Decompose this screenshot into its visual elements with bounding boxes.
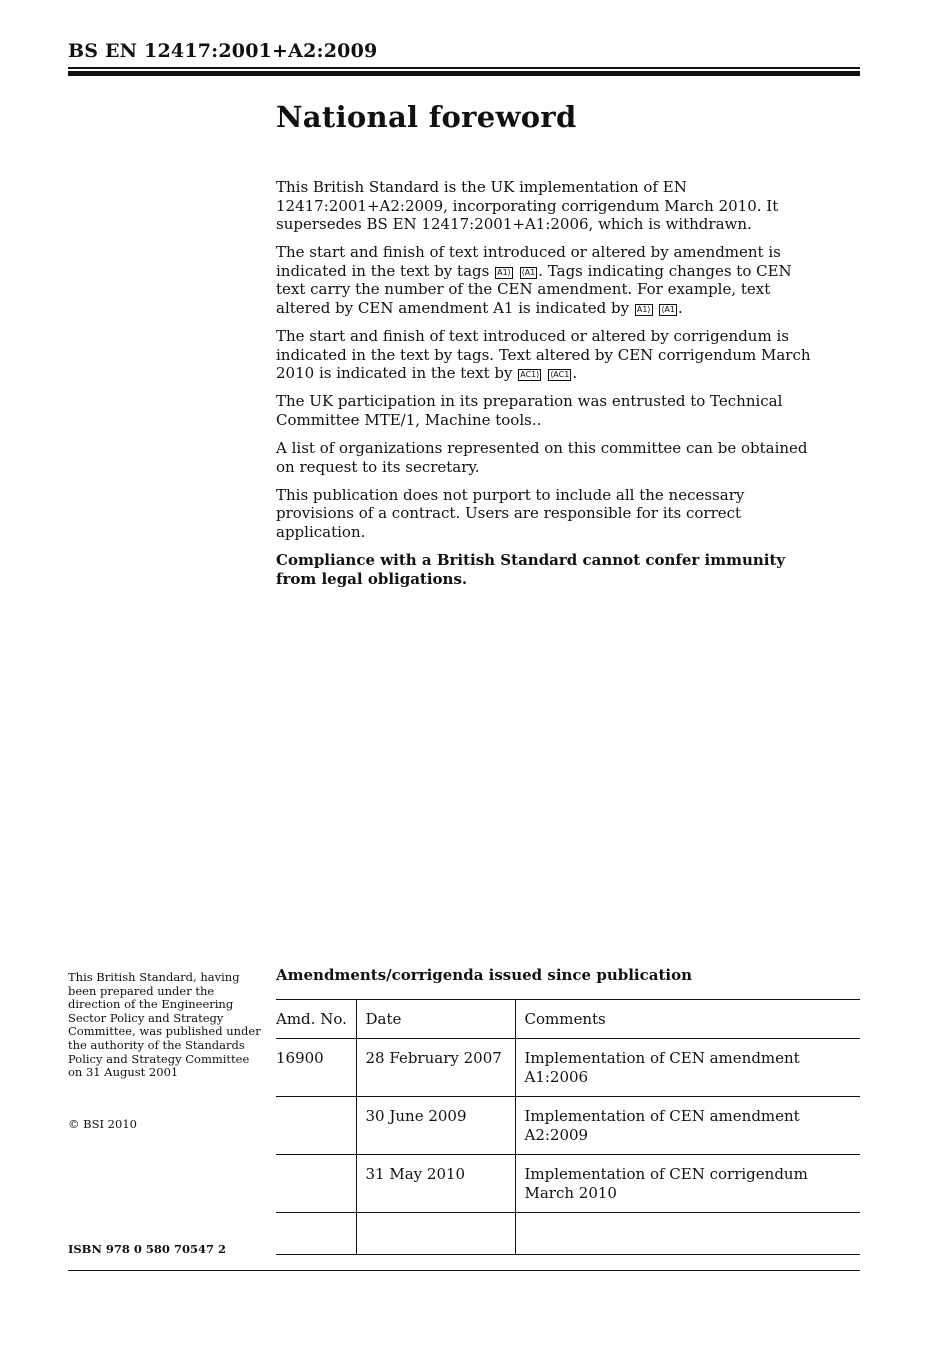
cell-comments: Implementation of CEN corrigendum March 2010 xyxy=(515,1155,860,1213)
footer-rule xyxy=(68,1270,860,1271)
publication-note: This British Standard, having been prepared under the direction of the Engineering Sector Policy and Strategy Committee, was published under the authority of the Standards Policy and Strategy Committee on 31 August 2001 xyxy=(68,970,261,1080)
column-header-amd-no: Amd. No. xyxy=(276,1000,356,1039)
amendment-tags-text-1: The start and finish of text introduced or altered by amendment is indicated in the text by tags xyxy=(276,243,781,280)
period: . xyxy=(572,364,578,383)
cell-date: 31 May 2010 xyxy=(356,1155,515,1213)
amendment-tags-text-2: . Tags indicating changes to CEN text carry the number of the CEN amendment. For example, text altered by CEN amendment A1 is indicated by xyxy=(276,261,792,318)
cell-empty xyxy=(356,1213,515,1255)
tag-ac1-open: AC1⟩ xyxy=(520,370,540,380)
tag-a1-close-example: ⟨A1 xyxy=(661,305,675,315)
cell-comments: Implementation of CEN amendment A1:2006 xyxy=(515,1039,860,1097)
page-title: National foreword xyxy=(276,100,577,134)
corrigendum-tags-text: The start and finish of text introduced or altered by corrigendum is indicated in the text by tags. Text altered by CEN corrigendum March 2010 is indicated in the text by xyxy=(276,327,811,383)
paragraph-amendment-tags xyxy=(276,243,816,317)
paragraph-organizations: A list of organizations represented on this committee can be obtained on request to its secretary. xyxy=(276,439,808,476)
tag-a1-close: ⟨A1 xyxy=(521,267,536,277)
copyright: © BSI 2010 xyxy=(68,1117,137,1131)
paragraph-corrigendum-tags xyxy=(276,327,816,383)
paragraph-contract: This publication does not purport to include all the necessary provisions of a contract. Users are responsible for its correct application. xyxy=(276,485,745,541)
period: . xyxy=(678,299,683,318)
table-row-empty xyxy=(276,1213,860,1255)
amendments-heading: Amendments/corrigenda issued since publication xyxy=(276,966,692,984)
paragraph-compliance: Compliance with a British Standard cannot confer immunity from legal obligations. xyxy=(276,551,786,588)
cell-date: 28 February 2007 xyxy=(356,1039,515,1097)
cell-amd-no: 16900 xyxy=(276,1039,356,1097)
tag-a1-open: A1⟩ xyxy=(497,267,511,277)
standard-id: BS EN 12417:2001+A2:2009 xyxy=(68,40,378,62)
cell-empty xyxy=(276,1213,356,1255)
header-rule-thick xyxy=(68,71,860,76)
column-header-date: Date xyxy=(356,1000,515,1039)
column-header-comments: Comments xyxy=(515,1000,860,1039)
cell-amd-no xyxy=(276,1155,356,1213)
amendments-table xyxy=(276,999,860,1255)
tag-a1-open-example: A1⟩ xyxy=(636,305,651,315)
paragraph-committee: The UK participation in its preparation was entrusted to Technical Committee MTE/1, Machine tools.. xyxy=(276,392,783,430)
cell-amd-no xyxy=(276,1097,356,1155)
table-header-row xyxy=(276,1000,860,1039)
paragraph-implementation: This British Standard is the UK implementation of EN 12417:2001+A2:2009, incorporating corrigendum March 2010. It supersedes BS EN 12417:2001+A1:2006, which is withdrawn. xyxy=(276,178,779,234)
table-row xyxy=(276,1155,860,1213)
foreword-body xyxy=(276,178,816,598)
isbn: ISBN 978 0 580 70547 2 xyxy=(68,1242,226,1256)
cell-comments: Implementation of CEN amendment A2:2009 xyxy=(515,1097,860,1155)
cell-date: 30 June 2009 xyxy=(356,1097,515,1155)
table-row xyxy=(276,1097,860,1155)
tag-ac1-close: ⟨AC1 xyxy=(550,370,570,380)
cell-empty xyxy=(515,1213,860,1255)
header-rule-thin xyxy=(68,67,860,69)
table-row xyxy=(276,1039,860,1097)
